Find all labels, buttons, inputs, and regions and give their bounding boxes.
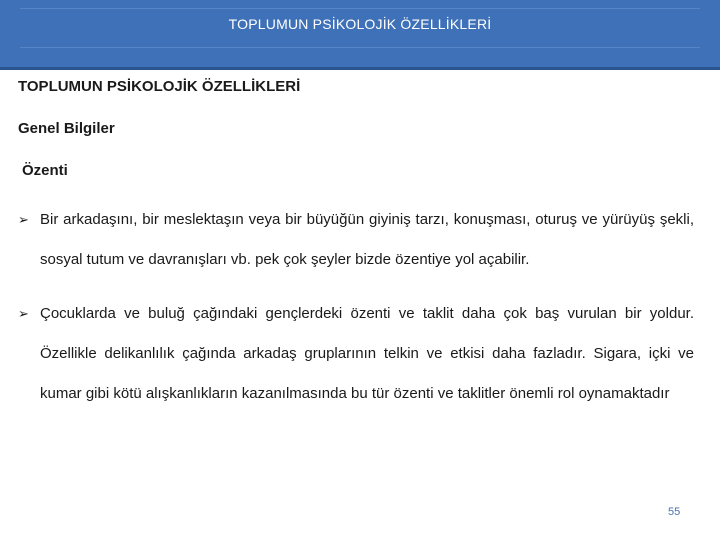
header-title: TOPLUMUN PSİKOLOJİK ÖZELLİKLERİ (228, 16, 492, 32)
arrow-bullet-icon: ➢ (18, 306, 29, 321)
bullet-list (18, 200, 694, 428)
page-number: 55 (668, 506, 681, 518)
header-bar (0, 0, 720, 70)
bullet-item (18, 200, 694, 280)
bullet-text: Çocuklarda ve buluğ çağındaki gençlerdeki özenti ve taklit daha çok baş vurulan bir yoldur. Özellikle delikanlılık çağında arkadaş gruplarının telkin ve etkisi daha fazladır. Sigara, içki ve kumar gibi kötü alışkanlıkların kazanılmasında bu tür özenti ve taklitler önemli rol oynamaktadır (40, 305, 694, 402)
bullet-text: Bir arkadaşını, bir meslektaşın veya bir büyüğün giyiniş tarzı, konuşması, oturuş ve yürüyüş şekli, sosyal tutum ve davranışları vb. pek çok şeyler bizde özentiye yol açabilir. (40, 211, 694, 268)
header-band (20, 8, 700, 48)
bullet-item (18, 294, 694, 414)
arrow-bullet-icon: ➢ (18, 212, 29, 227)
subtitle: Genel Bilgiler (18, 120, 115, 137)
section-heading: Özenti (22, 162, 68, 179)
page-title: TOPLUMUN PSİKOLOJİK ÖZELLİKLERİ (18, 78, 301, 95)
